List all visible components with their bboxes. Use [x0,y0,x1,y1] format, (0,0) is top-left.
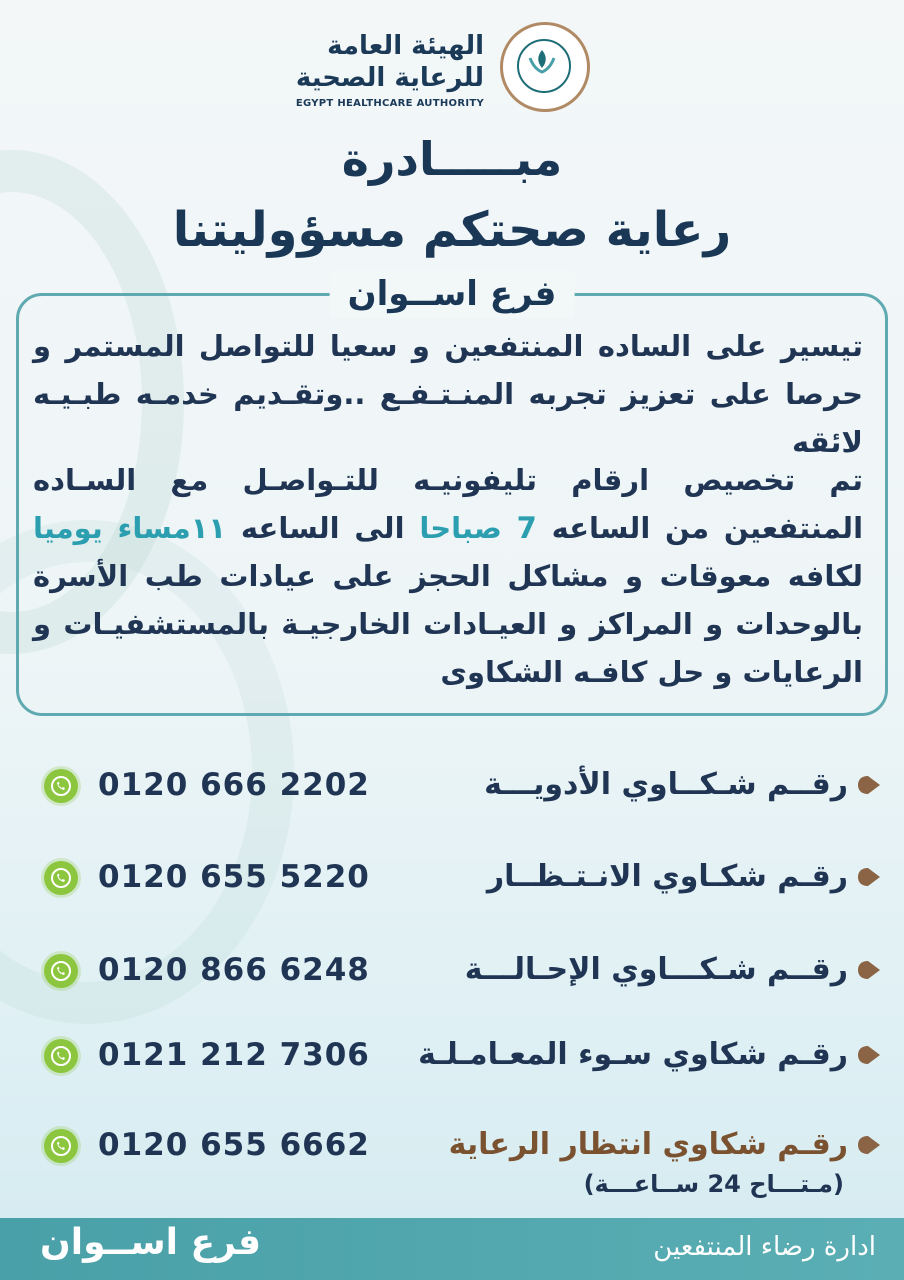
hours-paragraph: تم تخصيص ارقام تليفونيـه للتـواصـل مع السـاده المنتفعين من الساعه 7 صباحا الى الساعه ١١مساء يوميا لكافه معوقات و مشاكل الحجز على عيادات طب الأسرة بالوحدات و المراكز و العيـادات الخارجيـة بالمستشفيـات و الرعايات و حل كافـه الشكاوى [33,463,864,689]
contact-label: رقــم شـكــاوي الأدويـــة [484,767,848,802]
org-name-ar-line2: للرعاية الصحية [295,63,484,93]
whatsapp-icon[interactable] [44,954,78,988]
seal-logo-icon [500,22,590,112]
contact-row [0,1120,904,1198]
phone-number[interactable]: 0121 212 7306 [98,1037,370,1073]
contact-label: رقـم شكـاوي الانـتـظــار [486,859,848,894]
phone-number[interactable]: 0120 655 5220 [98,859,370,895]
org-name-ar-line1: الهيئة العامة [327,31,484,61]
footer-branch: فرع اســوان [40,1222,262,1263]
phone-number[interactable]: 0120 666 2202 [98,767,370,803]
org-name [296,30,484,109]
info-box [16,274,888,716]
contact-row [0,852,904,908]
contact-label: رقـم شكاوي انتظار الرعاية [448,1127,848,1162]
phone-number[interactable]: 0120 655 6662 [98,1127,370,1163]
whatsapp-icon[interactable] [44,861,78,895]
bullet-icon [856,866,882,888]
start-hour-highlight: 7 صباحا [419,511,537,545]
org-name-en: EGYPT HEALTHCARE AUTHORITY [295,98,484,109]
branch-tag: فرع اســوان [330,270,575,318]
contact-row [0,945,904,1001]
bullet-icon [856,774,882,796]
whatsapp-icon[interactable] [44,1039,78,1073]
contact-row [0,1030,904,1086]
bullet-icon [856,1134,882,1156]
footer-department: ادارة رضاء المنتفعين [653,1232,876,1262]
whatsapp-icon[interactable] [44,769,78,803]
intro-paragraph: تيسير على الساده المنتفعين و سعيا للتواصل المستمر و حرصا على تعزيز تجربه المنـتـفـع ..وتقـديم خدمـه طبـيـه لائقه [33,329,863,459]
end-hour-highlight: ١١مساء يوميا [33,511,227,545]
phone-number[interactable]: 0120 866 6248 [98,952,370,988]
bullet-icon [856,959,882,981]
header [0,18,904,128]
availability-note: (مـتـــاح 24 ســاعـــة) [583,1170,844,1198]
contact-label: رقـم شكاوي سـوء المعـامـلـة [418,1037,848,1072]
bullet-icon [856,1044,882,1066]
whatsapp-icon[interactable] [44,1129,78,1163]
contact-label: رقــم شـكـــاوي الإحـالـــة [464,952,848,987]
lotus-icon [527,48,557,74]
initiative-slogan: رعاية صحتكم مسؤوليتنا [172,202,732,258]
footer-bar [0,1218,904,1280]
initiative-title: مبـــــادرة [341,132,563,186]
contact-row [0,760,904,816]
